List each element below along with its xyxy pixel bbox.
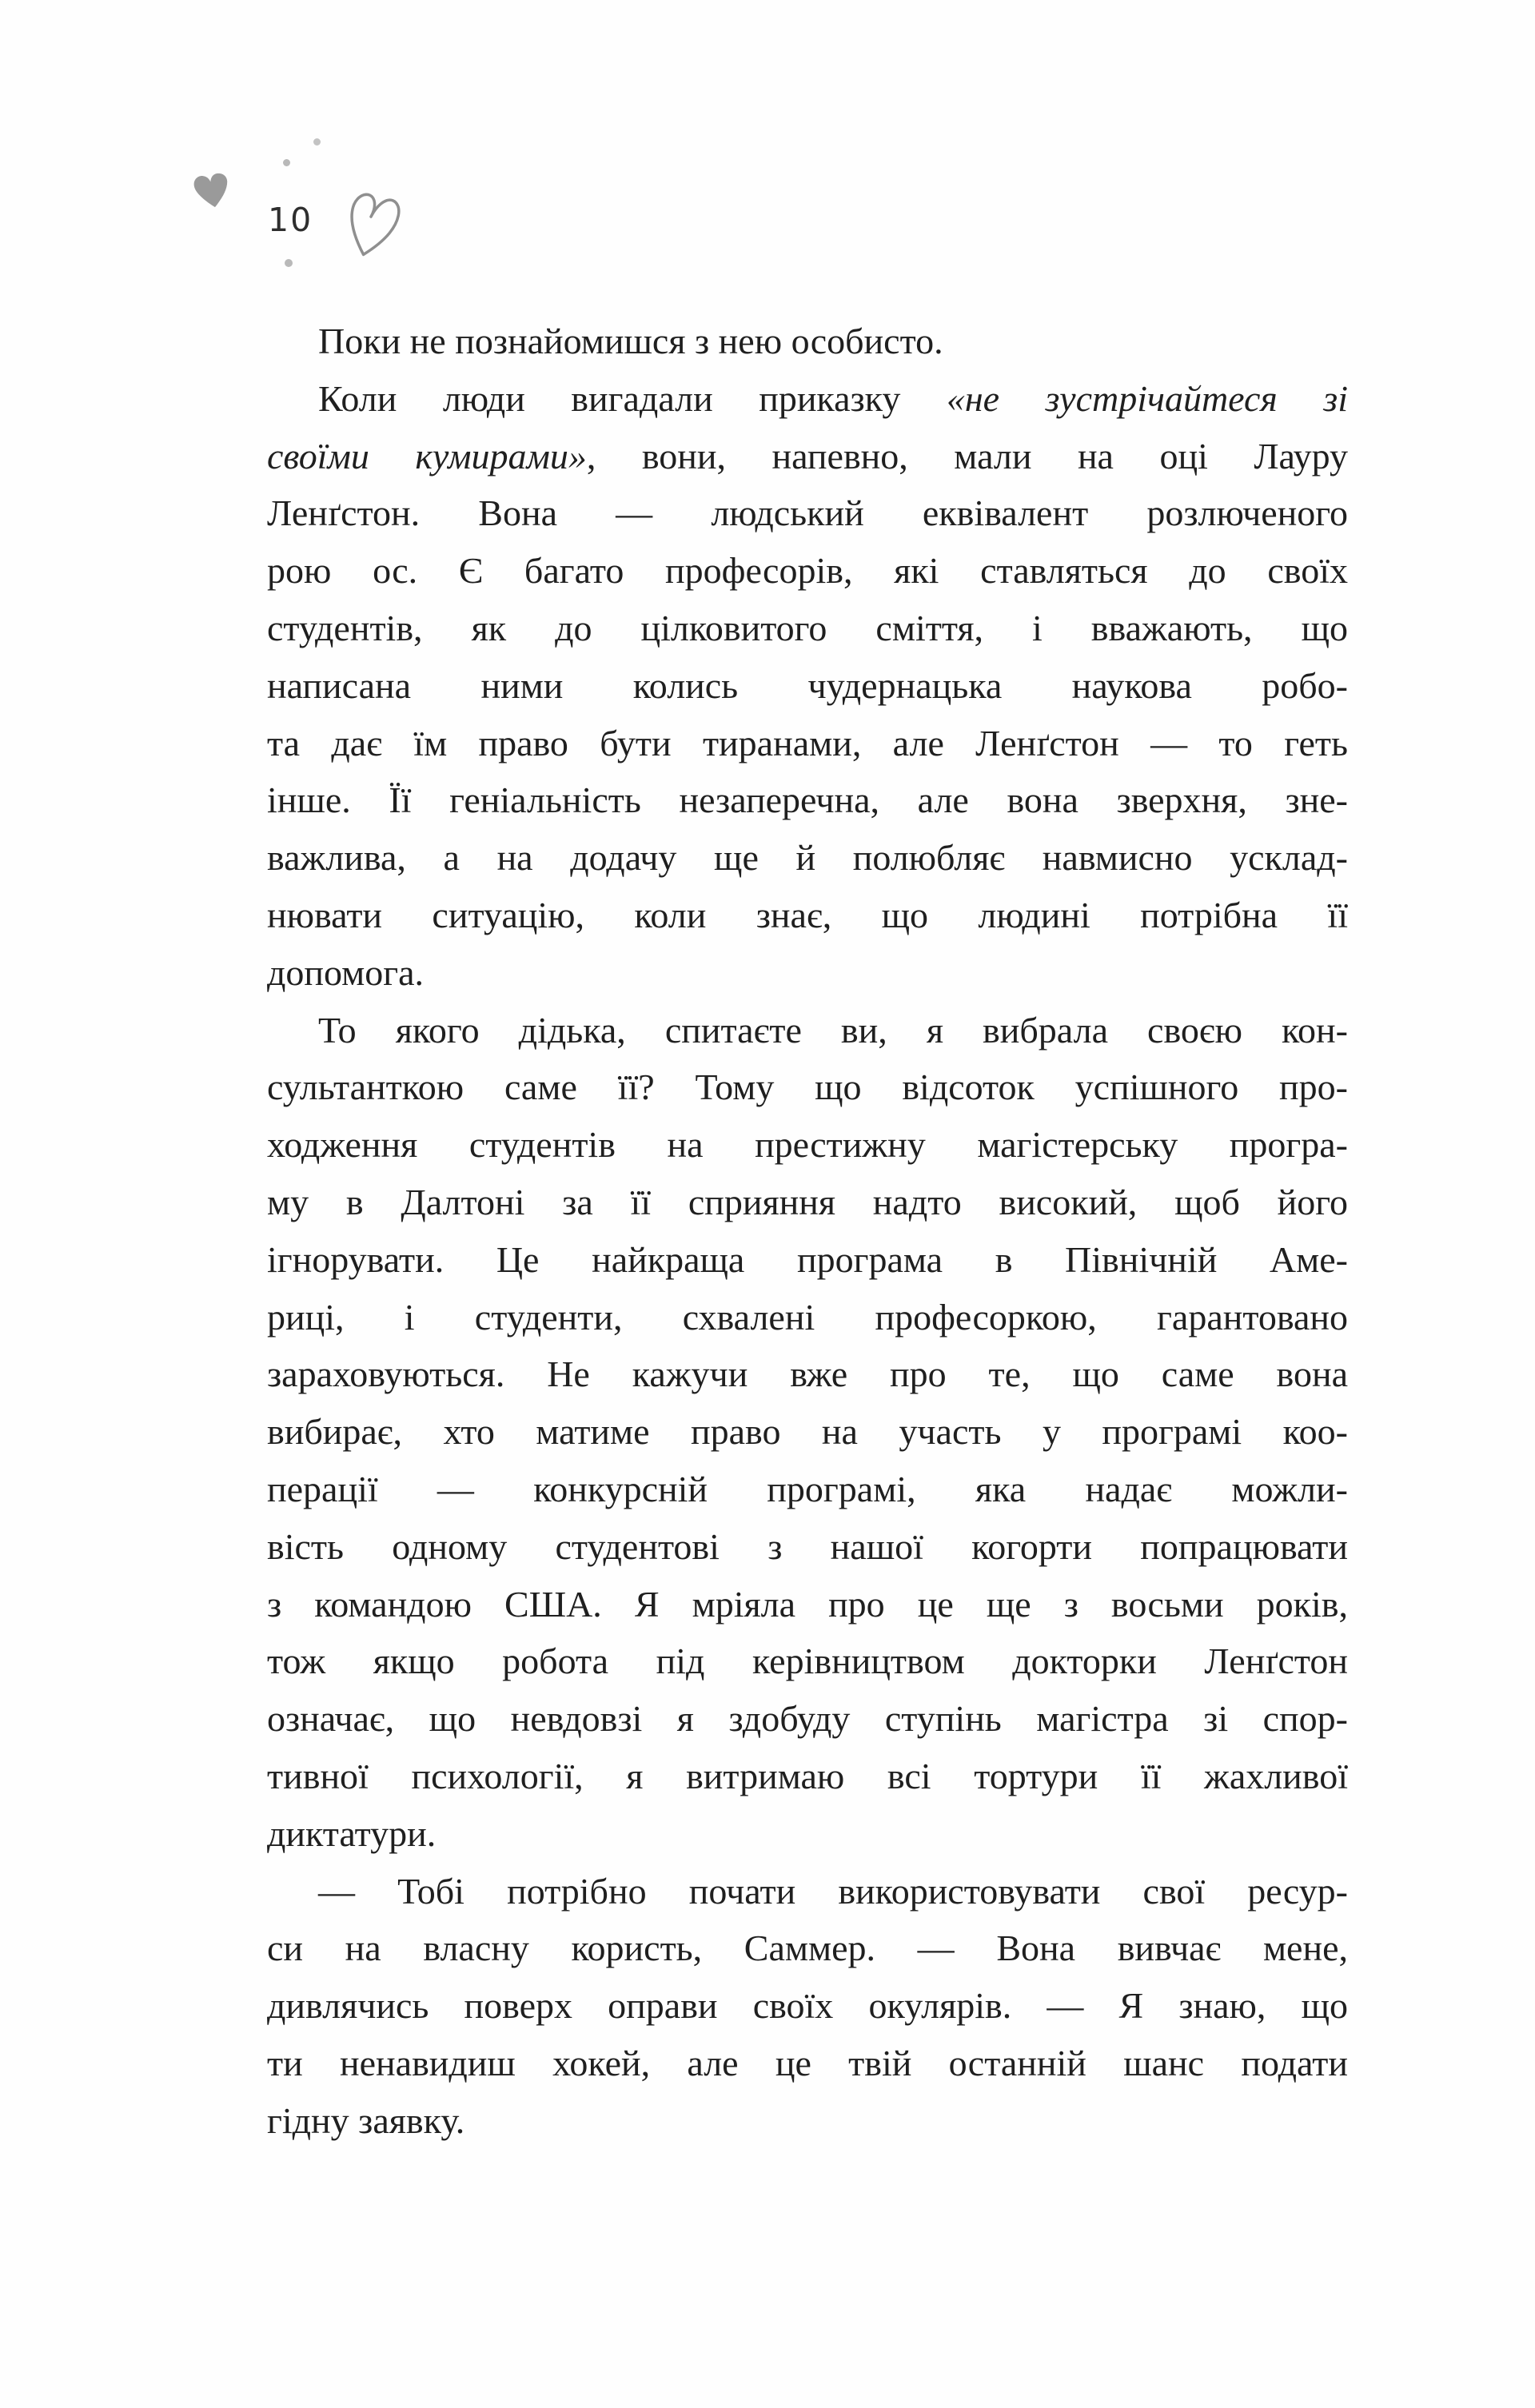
text-line [267, 944, 1348, 1002]
text-line [267, 1289, 1348, 1346]
text-segment: ходження студентів на престижну магістерську програ- [267, 1124, 1348, 1166]
decorative-dot [283, 159, 290, 166]
text-segment: означає, що невдовзі я здобуду ступінь магістра зі спор- [267, 1698, 1348, 1740]
text-line [267, 1174, 1348, 1231]
text-line [267, 370, 1348, 428]
text-block [267, 313, 1348, 2150]
text-line [267, 313, 1348, 370]
text-segment: студентів, як до цілковитого сміття, і вважають, що [267, 607, 1348, 648]
text-segment: нювати ситуацію, коли знає, що людині потрібна її [267, 894, 1348, 935]
text-segment: тивної психології, я витримаю всі тортури її жахливої [267, 1755, 1348, 1796]
text-segment: , вони, напевно, мали на оці Лауру [586, 435, 1348, 476]
text-line [267, 1116, 1348, 1174]
text-line [267, 1403, 1348, 1461]
text-segment: та дає їм право бути тиранами, але Ленґстон — то геть [267, 722, 1348, 763]
text-line [267, 771, 1348, 829]
text-line [267, 2035, 1348, 2092]
text-segment: тож якщо робота під керівництвом докторки Ленґстон [267, 1641, 1348, 1682]
text-line [267, 1748, 1348, 1805]
text-line [267, 887, 1348, 944]
italic-text-segment: «не зустрічайтеся зі [946, 377, 1348, 419]
italic-text-segment: своїми кумирами» [267, 435, 587, 476]
text-line [267, 715, 1348, 772]
filled-heart-icon [190, 167, 234, 215]
text-line [267, 1346, 1348, 1403]
text-line [267, 1231, 1348, 1289]
text-line [267, 1690, 1348, 1748]
text-segment: з командою США. Я мріяла про це ще з восьми років, [267, 1583, 1348, 1625]
text-line [267, 1805, 1348, 1863]
text-line [267, 1920, 1348, 1977]
text-line [267, 1518, 1348, 1576]
text-segment: перації — конкурсній програмі, яка надає можли- [267, 1468, 1348, 1509]
text-segment: інше. Її геніальність незаперечна, але вона зверхня, зне- [267, 779, 1348, 821]
text-segment: риці, і студенти, схвалені професоркою, гарантовано [267, 1296, 1348, 1338]
text-line [267, 1002, 1348, 1059]
text-segment: си на власну користь, Саммер. — Вона вивчає мене, [267, 1928, 1348, 1969]
decorative-dot [285, 259, 293, 267]
text-line [267, 428, 1348, 485]
text-segment: диктатури. [267, 1812, 437, 1854]
text-segment: ти ненавидиш хокей, але це твій останній шанс подати [267, 2042, 1348, 2083]
text-line [267, 600, 1348, 657]
text-segment: вибирає, хто матиме право на участь у програмі коо- [267, 1411, 1348, 1453]
page-number: 10 [268, 201, 313, 239]
text-segment: допомога. [267, 951, 425, 993]
text-segment: написана ними колись чудернацька наукова робо- [267, 664, 1348, 706]
text-line [267, 484, 1348, 542]
text-segment: сультанткою саме її? Тому що відсоток успішного про- [267, 1066, 1348, 1108]
text-segment: важлива, а на додачу ще й полюбляє навмисно усклад- [267, 837, 1348, 879]
text-line [267, 657, 1348, 715]
text-segment: Поки не познайомишся з нею особисто. [318, 321, 943, 361]
text-segment: му в Далтоні за її сприяння надто високий, щоб його [267, 1181, 1348, 1222]
text-line [267, 1977, 1348, 2035]
outline-heart-icon [346, 185, 404, 258]
text-segment: — Тобі потрібно почати використовувати свої ресур- [318, 1870, 1348, 1912]
text-segment: Коли люди вигадали приказку [318, 377, 947, 419]
text-segment: ігнорувати. Це найкраща програма в Північній Аме- [267, 1238, 1348, 1280]
text-segment: зараховуються. Не кажучи вже про те, що саме вона [267, 1354, 1348, 1395]
text-segment: Ленґстон. Вона — людський еквівалент розлюченого [267, 492, 1348, 534]
text-line [267, 542, 1348, 600]
text-line [267, 1058, 1348, 1116]
text-line [267, 1863, 1348, 1920]
text-segment: То якого дідька, спитаєте ви, я вибрала своєю кон- [318, 1009, 1348, 1051]
text-segment: рою ос. Є багато професорів, які ставляться до своїх [267, 550, 1348, 592]
text-segment: гідну заявку. [267, 2099, 465, 2141]
text-segment: вість одному студентові з нашої когорти попрацювати [267, 1525, 1348, 1567]
text-line [267, 829, 1348, 887]
text-line [267, 1576, 1348, 1633]
decorative-dot [313, 138, 321, 146]
text-line [267, 1461, 1348, 1518]
text-line [267, 2092, 1348, 2150]
text-segment: дивлячись поверх оправи своїх окулярів. — Я знаю, що [267, 1985, 1348, 2027]
text-line [267, 1633, 1348, 1690]
